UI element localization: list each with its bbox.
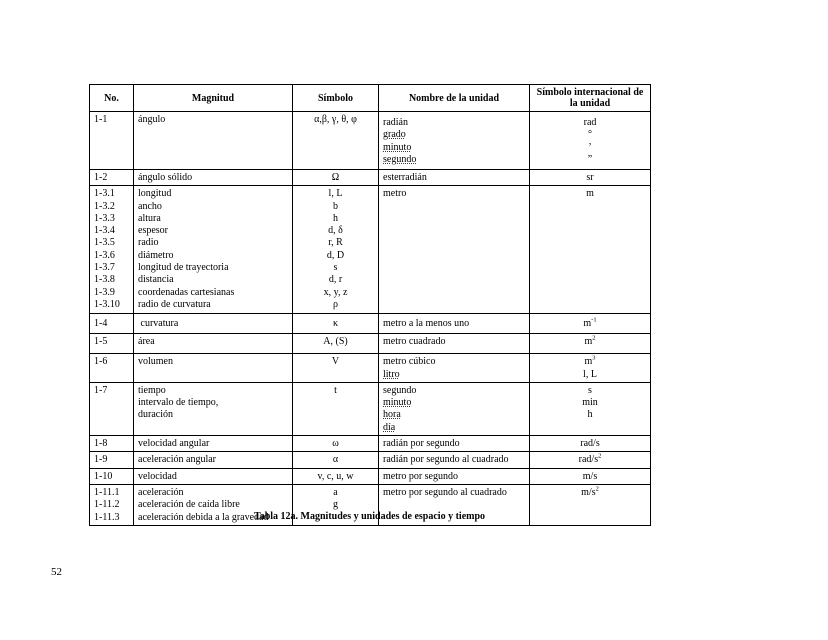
cell-magnitud: ángulo	[134, 112, 293, 170]
cell-no: 1-3.1 1-3.2 1-3.3 1-3.4 1-3.5 1-3.6 1-3.7 1-3.8 1-3.9 1-3.10	[90, 186, 134, 314]
cell-magnitud: curvatura	[134, 314, 293, 334]
header-nombre-unidad: Nombre de la unidad	[379, 85, 530, 112]
cell-simbolo-unidad: rad/$s^2$	[530, 452, 651, 468]
cell-no: 1-7	[90, 382, 134, 435]
cell-simbolo: V	[293, 354, 379, 383]
cell-no: 1-10	[90, 468, 134, 484]
cell-unidad: radián grado minuto segundo	[379, 112, 530, 170]
cell-unidad: metro por segundo al cuadrado	[379, 484, 530, 525]
cell-no: 1-11.1 1-11.2 1-11.3	[90, 484, 134, 525]
cell-simbolo: l, L b h d, δ r, R d, D s d, r x, y, z ρ	[293, 186, 379, 314]
cell-magnitud: aceleración angular	[134, 452, 293, 468]
table-row	[90, 186, 651, 314]
table-row	[90, 436, 651, 452]
cell-unidad: radián por segundo al cuadrado	[379, 452, 530, 468]
cell-magnitud: ángulo sólido	[134, 170, 293, 186]
cell-simbolo-unidad: sr	[530, 170, 651, 186]
cell-simbolo: α	[293, 452, 379, 468]
cell-simbolo-unidad: $m^3$ l, L	[530, 354, 651, 383]
cell-simbolo-unidad: m	[530, 186, 651, 314]
cell-magnitud: área	[134, 334, 293, 354]
cell-simbolo-unidad: rad/s	[530, 436, 651, 452]
header-magnitud: Magnitud	[134, 85, 293, 112]
cell-magnitud: longitud ancho altura espesor radio diámetro longitud de trayectoria distancia coordenadas cartesianas radio de curvatura	[134, 186, 293, 314]
cell-simbolo: Ω	[293, 170, 379, 186]
cell-magnitud: velocidad	[134, 468, 293, 484]
table-row	[90, 468, 651, 484]
cell-unidad: metro cuadrado	[379, 334, 530, 354]
units-table	[89, 84, 651, 526]
cell-unidad: esterradián	[379, 170, 530, 186]
table-row	[90, 382, 651, 435]
table-row	[90, 314, 651, 334]
header-simbolo-internacional: Símbolo internacional de la unidad	[530, 85, 651, 112]
cell-unidad: metro a la menos uno	[379, 314, 530, 334]
cell-simbolo-unidad: rad ° ’ ”	[530, 112, 651, 170]
cell-simbolo-unidad: $m/s^2$	[530, 484, 651, 525]
cell-no: 1-2	[90, 170, 134, 186]
cell-simbolo-unidad: m/s	[530, 468, 651, 484]
table-row	[90, 354, 651, 383]
cell-no: 1-1	[90, 112, 134, 170]
cell-unidad: metro	[379, 186, 530, 314]
header-simbolo: Símbolo	[293, 85, 379, 112]
table-caption: Tabla 12a. Magnitudes y unidades de espacio y tiempo	[253, 511, 486, 522]
table-row	[90, 170, 651, 186]
cell-simbolo-unidad: $m^2$	[530, 334, 651, 354]
cell-unidad: metro por segundo	[379, 468, 530, 484]
cell-simbolo-unidad: s min h	[530, 382, 651, 435]
cell-simbolo: A, (S)	[293, 334, 379, 354]
cell-no: 1-4	[90, 314, 134, 334]
page-number: 52	[51, 566, 62, 578]
header-no: No.	[90, 85, 134, 112]
cell-magnitud: volumen	[134, 354, 293, 383]
cell-simbolo: t	[293, 382, 379, 435]
cell-unidad: segundo minuto hora día	[379, 382, 530, 435]
cell-magnitud: aceleración aceleración de caída libre aceleración debida a la gravedad	[134, 484, 293, 525]
cell-no: 1-6	[90, 354, 134, 383]
cell-simbolo: κ	[293, 314, 379, 334]
cell-simbolo-unidad: $m^{-1}$	[530, 314, 651, 334]
cell-simbolo: a g	[293, 484, 379, 525]
table-row	[90, 112, 651, 170]
cell-magnitud: tiempo intervalo de tiempo, duración	[134, 382, 293, 435]
cell-unidad: radián por segundo	[379, 436, 530, 452]
cell-simbolo: v, c, u, w	[293, 468, 379, 484]
cell-simbolo: ω	[293, 436, 379, 452]
cell-unidad: metro cúbico litro	[379, 354, 530, 383]
cell-no: 1-5	[90, 334, 134, 354]
table-row	[90, 334, 651, 354]
cell-magnitud: velocidad angular	[134, 436, 293, 452]
cell-no: 1-8	[90, 436, 134, 452]
cell-simbolo: α,β, γ, θ, φ	[293, 112, 379, 170]
cell-no: 1-9	[90, 452, 134, 468]
table-row	[90, 452, 651, 468]
